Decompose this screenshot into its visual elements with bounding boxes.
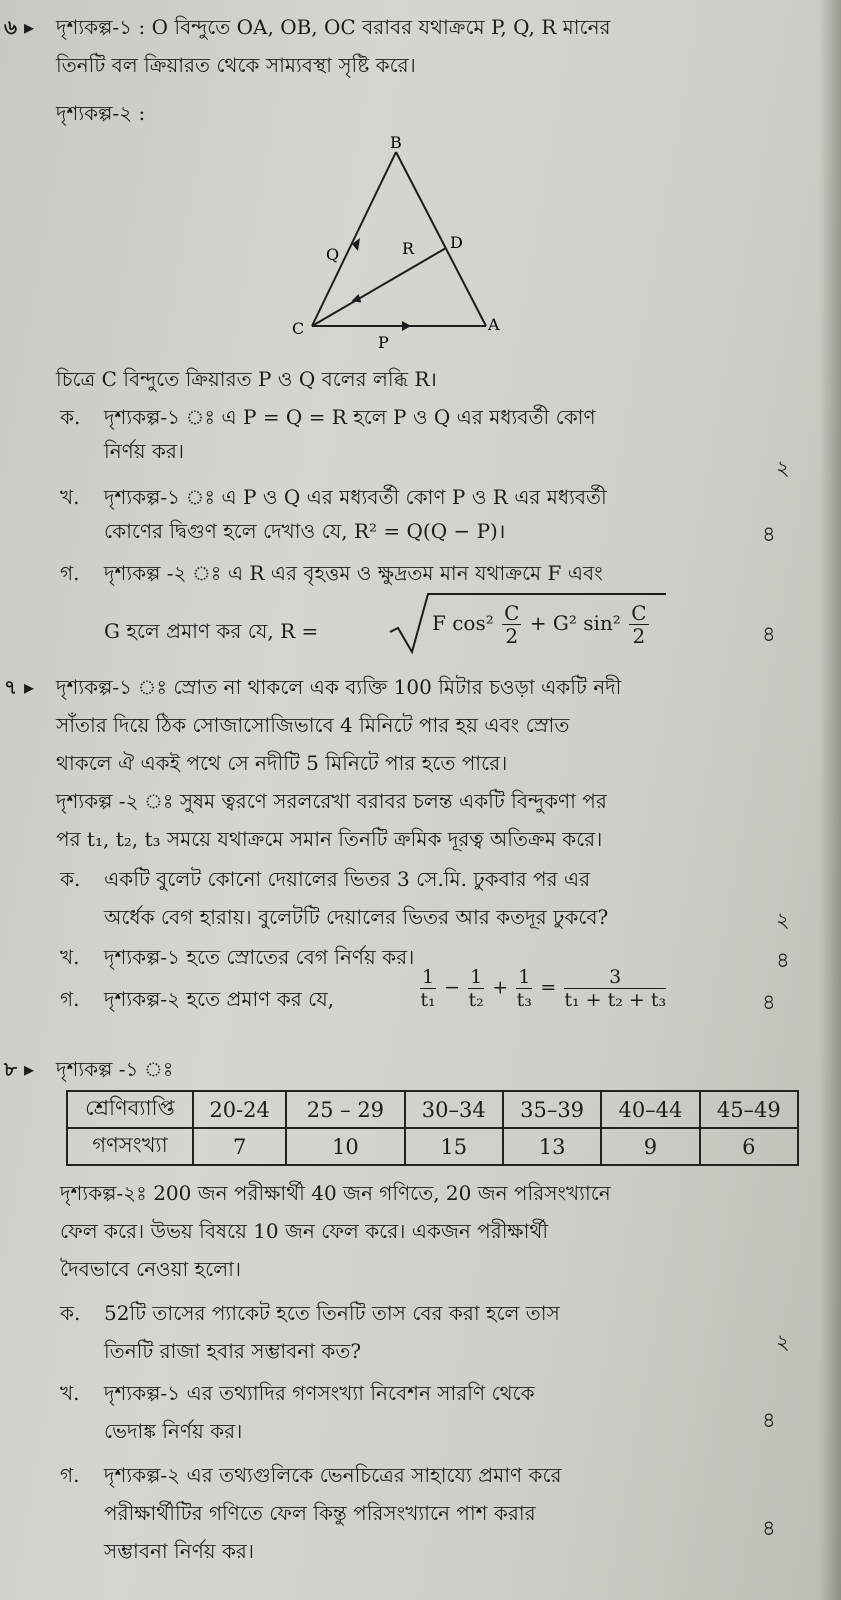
question-6-number: ৬ ▸ <box>4 15 35 39</box>
q6-ga-line1: দৃশ্যকল্প -২ ঃ এ R এর বৃহত্তম ও ক্ষুদ্রতম মান যথাক্রমে F এবং <box>104 561 603 585</box>
label-P: P <box>378 333 389 352</box>
table-cell: 25 – 29 <box>286 1091 404 1128</box>
table-cell: 9 <box>601 1128 699 1165</box>
q7-ga-frac-1-t2: $\frac{1}{\text{t₂}}$ <box>468 966 484 1011</box>
q6-force-triangle-figure <box>280 130 520 355</box>
q8-kha-label: খ. <box>60 1381 80 1405</box>
label-D: D <box>450 233 463 252</box>
q8-ga-line2: পরীক্ষার্থীটির গণিতে ফেল কিন্তু পরিসংখ্যানে পাশ করার <box>104 1501 536 1525</box>
q8-scenario2-line1: দৃশ্যকল্প-২ঃ 200 জন পরীক্ষার্থী 40 জন গণিতে, 20 জন পরিসংখ্যানে <box>60 1181 611 1205</box>
table-cell: 6 <box>700 1128 798 1165</box>
q6-ga-line2-prefix: G হলে প্রমাণ কর যে, R = <box>104 619 319 643</box>
q6-ga-sqrt-term-a: F cos² <box>432 611 494 635</box>
label-A: A <box>488 315 500 334</box>
q6-ga-marks: ৪ <box>762 622 776 646</box>
table-cell: 7 <box>193 1128 286 1165</box>
q6-ga-frac2: $\frac{C}{2}$ <box>631 601 647 648</box>
q7-ka-label: ক. <box>60 867 81 891</box>
table-header-class-interval: শ্রেণিব্যাপ্তি <box>67 1091 193 1128</box>
table-cell: 30–34 <box>405 1091 503 1128</box>
q8-kha-marks: ৪ <box>762 1408 776 1432</box>
q6-kha-marks: ৪ <box>762 522 776 546</box>
q7-scenario2-line2: পর t₁, t₂, t₃ সময়ে যথাক্রমে সমান তিনটি ক্রমিক দূরত্ব অতিক্রম করে। <box>56 827 603 851</box>
q6-scenario2-title: দৃশ্যকল্প-২ : <box>56 101 146 125</box>
label-R: R <box>402 239 415 258</box>
q7-ga-minus: − <box>444 976 461 999</box>
table-row-frequencies <box>67 1128 798 1165</box>
page-edge-shadow <box>819 0 841 1600</box>
q6-ka-line2: নির্ণয় কর। <box>104 439 185 463</box>
table-cell: 45–49 <box>700 1091 798 1128</box>
q7-kha-label: খ. <box>60 945 80 969</box>
q7-kha-line1: দৃশ্যকল্প-১ হতে স্রোতের বেগ নির্ণয় কর। <box>104 945 415 969</box>
q6-kha-label: খ. <box>60 485 80 509</box>
q7-scenario1-line2: সাঁতার দিয়ে ঠিক সোজাসোজিভাবে 4 মিনিটে পার হয় এবং স্রোত <box>56 713 570 737</box>
q6-ga-label: গ. <box>60 561 80 585</box>
q6-kha-line1: দৃশ্যকল্প-১ ঃ এ P ও Q এর মধ্যবর্তী কোণ P ও R এর মধ্যবর্তী <box>104 485 607 509</box>
q8-ga-line3: সম্ভাবনা নির্ণয় কর। <box>104 1539 255 1563</box>
q7-ga-plus: + <box>492 976 509 999</box>
label-B: B <box>390 133 402 152</box>
table-cell: 35–39 <box>503 1091 601 1128</box>
q7-scenario1-line3: থাকলে ঐ একই পথে সে নদীটি 5 মিনিটে পার হতে পারে। <box>56 751 508 775</box>
q8-ka-line2: তিনটি রাজা হবার সম্ভাবনা কত? <box>104 1339 362 1363</box>
label-Q: Q <box>326 245 340 264</box>
question-8-number: ৮ ▸ <box>4 1057 34 1081</box>
q8-ga-marks: ৪ <box>762 1516 776 1540</box>
q6-scenario1-line1: দৃশ্যকল্প-১ : O বিন্দুতে OA, OB, OC বরাবর যথাক্রমে P, Q, R মানের <box>56 15 611 39</box>
table-cell: 20-24 <box>193 1091 286 1128</box>
table-cell: 40–44 <box>601 1091 699 1128</box>
q7-scenario2-line1: দৃশ্যকল্প -২ ঃ সুষম ত্বরণে সরলরেখা বরাবর চলন্ত একটি বিন্দুকণা পর <box>56 789 607 813</box>
q6-figure-caption: চিত্রে C বিন্দুতে ক্রিয়ারত P ও Q বলের লব্ধি R। <box>56 367 438 391</box>
q7-ga-prefix: দৃশ্যকল্প-২ হতে প্রমাণ কর যে, <box>104 987 335 1011</box>
table-cell: 10 <box>286 1128 404 1165</box>
q7-ga-marks: ৪ <box>762 990 776 1014</box>
label-C: C <box>292 319 305 338</box>
q6-kha-line2: কোণের দ্বিগুণ হলে দেখাও যে, R² = Q(Q − P)। <box>104 519 506 543</box>
table-header-frequency: গণসংখ্যা <box>67 1128 193 1165</box>
q6-ga-sqrt-term-b: + G² sin² <box>529 611 621 635</box>
q7-ka-line2: অর্ধেক বেগ হারায়। বুলেটটি দেয়ালের ভিতর আর কতদূর ঢুকবে? <box>104 905 609 929</box>
q7-ga-frac-1-t3: $\frac{1}{\text{t₃}}$ <box>516 966 532 1011</box>
q7-ga-equals: = <box>540 976 557 999</box>
q8-kha-line1: দৃশ্যকল্প-১ এর তথ্যাদির গণসংখ্যা নিবেশন সারণি থেকে <box>104 1381 535 1405</box>
q6-scenario1-line2: তিনটি বল ক্রিয়ারত থেকে সাম্যবস্থা সৃষ্টি করে। <box>56 53 416 77</box>
q7-ga-frac-3-sum: $\frac{3}{\text{t₁ + t₂ + t₃}}$ <box>564 966 667 1011</box>
q8-ka-label: ক. <box>60 1301 81 1325</box>
q6-ka-label: ক. <box>60 405 81 429</box>
q6-ga-sqrt-formula <box>388 592 668 654</box>
arrow-P <box>402 321 411 331</box>
q8-kha-line2: ভেদাঙ্ক নির্ণয় কর। <box>104 1419 243 1443</box>
q7-ga-frac-1-t1: $\frac{1}{\text{t₁}}$ <box>420 966 436 1011</box>
table-cell: 13 <box>503 1128 601 1165</box>
q7-ga-label: গ. <box>60 987 80 1011</box>
question-7-number: ৭ ▸ <box>4 675 35 699</box>
q8-ga-line1: দৃশ্যকল্প-২ এর তথ্যগুলিকে ভেনচিত্রের সাহায্যে প্রমাণ করে <box>104 1463 562 1487</box>
q8-ka-line1: 52টি তাসের প্যাকেট হতে তিনটি তাস বের করা হলে তাস <box>104 1301 560 1325</box>
q8-scenario2-line3: দৈবভাবে নেওয়া হলো। <box>60 1257 242 1281</box>
table-cell: 15 <box>405 1128 503 1165</box>
q6-ka-line1: দৃশ্যকল্প-১ ঃ এ P = Q = R হলে P ও Q এর মধ্যবর্তী কোণ <box>104 405 596 429</box>
q7-ka-marks: ২ <box>776 908 790 932</box>
q6-ga-frac1: $\frac{C}{2}$ <box>504 601 520 648</box>
q7-scenario1-line1: দৃশ্যকল্প-১ ঃ স্রোত না থাকলে এক ব্যক্তি 100 মিটার চওড়া একটি নদী <box>56 675 622 699</box>
q8-ka-marks: ২ <box>776 1330 790 1354</box>
frequency-distribution-table <box>66 1090 799 1166</box>
q6-ka-marks: ২ <box>776 456 790 480</box>
q8-scenario1-title: দৃশ্যকল্প -১ ঃ <box>56 1057 174 1081</box>
q8-scenario2-line2: ফেল করে। উভয় বিষয়ে 10 জন ফেল করে। একজন পরীক্ষার্থী <box>60 1219 549 1243</box>
q7-ga-formula <box>418 966 668 1011</box>
q8-ga-label: গ. <box>60 1463 80 1487</box>
table-row-classes <box>67 1091 798 1128</box>
q7-ka-line1: একটি বুলেট কোনো দেয়ালের ভিতর 3 সে.মি. ঢুকবার পর এর <box>104 867 591 891</box>
q7-kha-marks: ৪ <box>776 948 790 972</box>
